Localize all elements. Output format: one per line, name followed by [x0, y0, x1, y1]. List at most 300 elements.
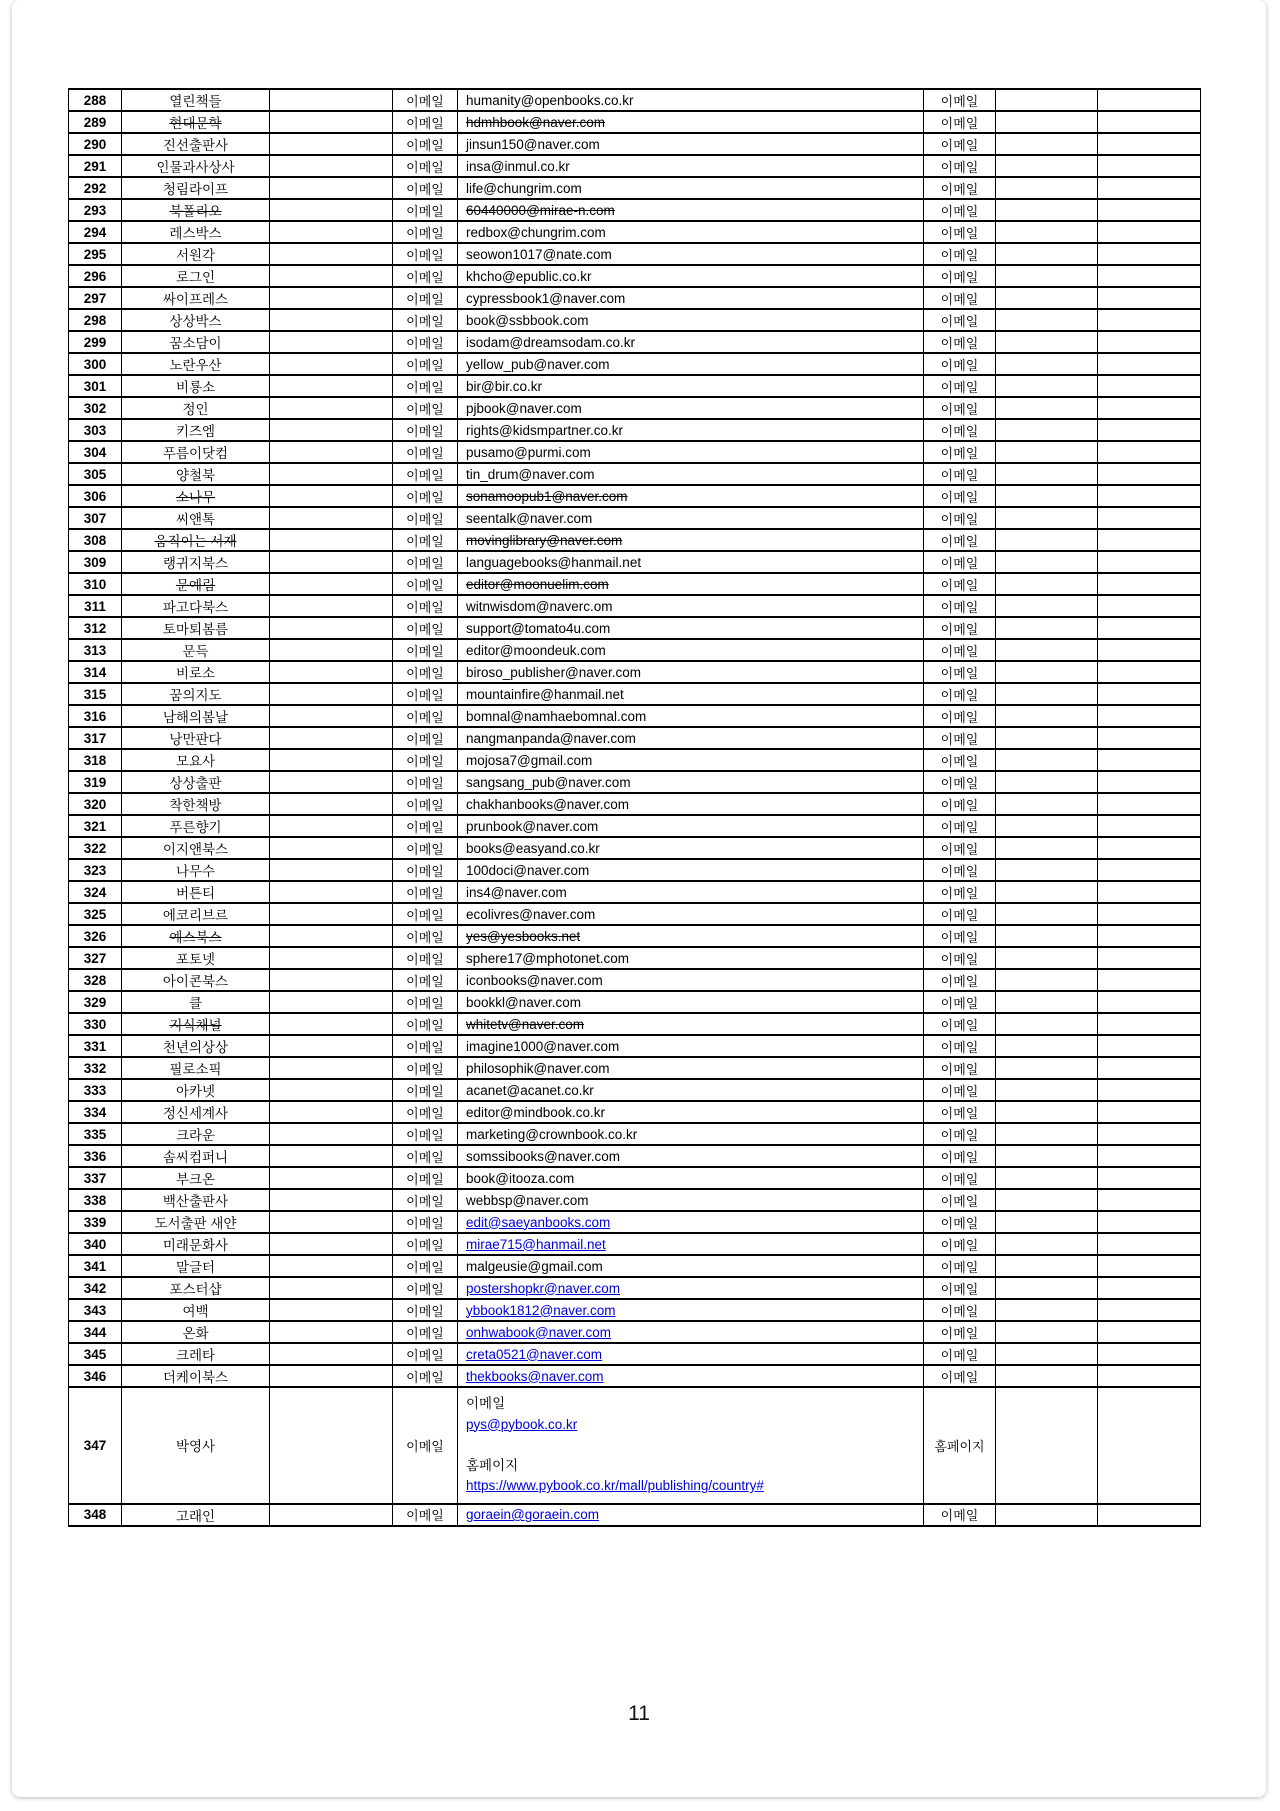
contact-type-label: 이메일	[393, 1299, 458, 1321]
email-text: imagine1000@naver.com	[466, 1038, 620, 1054]
row-number: 293	[69, 199, 122, 221]
empty-cell	[270, 529, 393, 551]
publisher-name: 온화	[122, 1321, 270, 1343]
publisher-name: 말글터	[122, 1255, 270, 1277]
email-text: jinsun150@naver.com	[466, 136, 600, 152]
table-row	[69, 1189, 1201, 1211]
row-number: 334	[69, 1101, 122, 1123]
email-text: rights@kidsmpartner.co.kr	[466, 422, 624, 438]
email-cell	[458, 1145, 924, 1167]
contact-type-label-2: 이메일	[924, 551, 996, 573]
empty-cell	[996, 925, 1098, 947]
contact-type-label-2: 이메일	[924, 969, 996, 991]
publisher-name: 클	[122, 991, 270, 1013]
contact-type-label: 이메일	[393, 309, 458, 331]
empty-cell	[996, 837, 1098, 859]
empty-cell	[996, 397, 1098, 419]
empty-cell	[996, 309, 1098, 331]
empty-cell	[996, 1013, 1098, 1035]
publisher-name: 인물과사상사	[122, 155, 270, 177]
empty-cell	[270, 859, 393, 881]
row-number: 317	[69, 727, 122, 749]
email-text: mountainfire@hanmail.net	[466, 686, 624, 702]
contact-type-label: 이메일	[393, 221, 458, 243]
table-row	[69, 903, 1201, 925]
empty-cell	[996, 1101, 1098, 1123]
table-row	[69, 991, 1201, 1013]
email-cell	[458, 89, 924, 111]
email-cell	[458, 441, 924, 463]
empty-cell	[270, 1211, 393, 1233]
empty-cell	[996, 1189, 1098, 1211]
empty-cell	[270, 1145, 393, 1167]
empty-cell	[1098, 111, 1201, 133]
email-text: redbox@chungrim.com	[466, 224, 606, 240]
empty-cell	[996, 155, 1098, 177]
empty-cell	[270, 243, 393, 265]
empty-cell	[996, 1233, 1098, 1255]
empty-cell	[1098, 89, 1201, 111]
contact-type-label-2: 이메일	[924, 111, 996, 133]
row-number: 303	[69, 419, 122, 441]
contact-type-label: 이메일	[393, 155, 458, 177]
table-row	[69, 837, 1201, 859]
email-link[interactable]: onhwabook@naver.com	[466, 1324, 612, 1340]
publisher-name: 아카넷	[122, 1079, 270, 1101]
email-cell	[458, 1035, 924, 1057]
empty-cell	[1098, 1343, 1201, 1365]
email-text: pjbook@naver.com	[466, 400, 582, 416]
empty-cell	[996, 1035, 1098, 1057]
table-row	[69, 177, 1201, 199]
row-number: 327	[69, 947, 122, 969]
contact-type-label-2: 이메일	[924, 133, 996, 155]
row-number: 295	[69, 243, 122, 265]
row-number: 313	[69, 639, 122, 661]
empty-cell	[996, 375, 1098, 397]
email-cell	[458, 551, 924, 573]
contact-type-label-2: 이메일	[924, 1343, 996, 1365]
publisher-name: 움직이는 서재	[122, 529, 270, 551]
empty-cell	[270, 111, 393, 133]
email-cell	[458, 661, 924, 683]
publisher-name: 서원각	[122, 243, 270, 265]
email-cell	[458, 859, 924, 881]
table-row	[69, 287, 1201, 309]
contact-type-label: 이메일	[393, 265, 458, 287]
empty-cell	[270, 1233, 393, 1255]
publisher-name: 로그인	[122, 265, 270, 287]
contact-type-label: 이메일	[393, 1167, 458, 1189]
row-number: 309	[69, 551, 122, 573]
contact-type-label-2: 이메일	[924, 1211, 996, 1233]
email-cell	[458, 881, 924, 903]
empty-cell	[996, 551, 1098, 573]
email-cell	[458, 1079, 924, 1101]
email-text: 60440000@mirae-n.com	[466, 202, 615, 218]
contact-type-label: 이메일	[393, 749, 458, 771]
table-row	[69, 595, 1201, 617]
table-row	[69, 221, 1201, 243]
empty-cell	[270, 947, 393, 969]
email-link[interactable]: goraein@goraein.com	[466, 1507, 600, 1522]
publisher-name: 부크온	[122, 1167, 270, 1189]
row-number: 332	[69, 1057, 122, 1079]
empty-cell	[996, 485, 1098, 507]
email-cell	[458, 375, 924, 397]
contact-type-label-2: 이메일	[924, 683, 996, 705]
row-number: 338	[69, 1189, 122, 1211]
empty-cell	[270, 991, 393, 1013]
email-text: ins4@naver.com	[466, 884, 567, 900]
contact-type-label: 이메일	[393, 815, 458, 837]
empty-cell	[996, 903, 1098, 925]
row-number: 343	[69, 1299, 122, 1321]
row-number: 339	[69, 1211, 122, 1233]
row-number: 318	[69, 749, 122, 771]
contact-type-label-2: 이메일	[924, 419, 996, 441]
email-text: languagebooks@hanmail.net	[466, 554, 642, 570]
email-link[interactable]: ybbook1812@naver.com	[466, 1302, 616, 1318]
publisher-name: 양철북	[122, 463, 270, 485]
contact-type-label: 이메일	[393, 1277, 458, 1299]
row-number: 301	[69, 375, 122, 397]
email-cell	[458, 1057, 924, 1079]
empty-cell	[996, 199, 1098, 221]
empty-cell	[270, 815, 393, 837]
email-link[interactable]: thekbooks@naver.com	[466, 1368, 604, 1384]
table-row	[69, 771, 1201, 793]
empty-cell	[270, 89, 393, 111]
contact-type-label-2: 이메일	[924, 617, 996, 639]
contact-type-label: 이메일	[393, 705, 458, 727]
contact-type-label: 이메일	[393, 1504, 458, 1526]
publisher-name: 꿈소담이	[122, 331, 270, 353]
empty-cell	[1098, 353, 1201, 375]
row-number: 297	[69, 287, 122, 309]
table-row	[69, 1013, 1201, 1035]
empty-cell	[996, 1123, 1098, 1145]
empty-cell	[1098, 221, 1201, 243]
empty-cell	[270, 397, 393, 419]
table-row	[69, 1321, 1201, 1343]
empty-cell	[1098, 837, 1201, 859]
empty-cell	[270, 1079, 393, 1101]
publisher-name: 청림라이프	[122, 177, 270, 199]
empty-cell	[996, 1504, 1098, 1526]
empty-cell	[1098, 749, 1201, 771]
email-text: webbsp@naver.com	[466, 1192, 589, 1208]
contact-type-label: 이메일	[393, 683, 458, 705]
empty-cell	[1098, 859, 1201, 881]
table-row	[69, 925, 1201, 947]
email-cell	[458, 705, 924, 727]
email-text: witnwisdom@naverc.om	[466, 598, 613, 614]
row-number: 336	[69, 1145, 122, 1167]
table-row	[69, 397, 1201, 419]
contact-type-label-2: 이메일	[924, 529, 996, 551]
email-cell	[458, 265, 924, 287]
row-number: 298	[69, 309, 122, 331]
contact-type-label: 이메일	[393, 199, 458, 221]
contact-type-label: 이메일	[393, 1013, 458, 1035]
row-number: 302	[69, 397, 122, 419]
table-row	[69, 1057, 1201, 1079]
contact-type-label: 이메일	[393, 881, 458, 903]
email-text: cypressbook1@naver.com	[466, 290, 626, 306]
row-number: 329	[69, 991, 122, 1013]
contact-type-label-2: 이메일	[924, 1299, 996, 1321]
empty-cell	[270, 463, 393, 485]
contact-type-label: 이메일	[393, 727, 458, 749]
contact-type-label-2: 이메일	[924, 265, 996, 287]
table-row	[69, 1255, 1201, 1277]
publisher-name: 여백	[122, 1299, 270, 1321]
empty-cell	[1098, 661, 1201, 683]
table-row	[69, 1211, 1201, 1233]
contact-type-label-2: 이메일	[924, 1321, 996, 1343]
email-cell	[458, 1343, 924, 1365]
row-number: 323	[69, 859, 122, 881]
contact-type-label-2: 이메일	[924, 1189, 996, 1211]
contact-type-label-2: 이메일	[924, 1145, 996, 1167]
empty-cell	[270, 1189, 393, 1211]
empty-cell	[270, 595, 393, 617]
publisher-name: 포스터샵	[122, 1277, 270, 1299]
contact-type-label: 이메일	[393, 1145, 458, 1167]
empty-cell	[996, 617, 1098, 639]
publisher-name: 착한책방	[122, 793, 270, 815]
email-text: humanity@openbooks.co.kr	[466, 92, 634, 108]
table-row	[69, 1365, 1201, 1387]
empty-cell	[1098, 1504, 1201, 1526]
empty-cell	[270, 265, 393, 287]
email-cell	[458, 991, 924, 1013]
empty-cell	[996, 463, 1098, 485]
row-number: 325	[69, 903, 122, 925]
contact-type-label-2: 이메일	[924, 705, 996, 727]
contact-type-label-2: 이메일	[924, 155, 996, 177]
email-text: seentalk@naver.com	[466, 510, 593, 526]
email-cell	[458, 1123, 924, 1145]
empty-cell	[270, 881, 393, 903]
row-number: 319	[69, 771, 122, 793]
contact-type-label: 이메일	[393, 507, 458, 529]
empty-cell	[1098, 551, 1201, 573]
email-cell	[458, 1189, 924, 1211]
table-row	[69, 551, 1201, 573]
email-link[interactable]: creta0521@naver.com	[466, 1346, 603, 1362]
email-link[interactable]: edit@saeyanbooks.com	[466, 1214, 611, 1230]
table-row	[69, 727, 1201, 749]
empty-cell	[996, 793, 1098, 815]
email-cell	[458, 463, 924, 485]
empty-cell	[270, 375, 393, 397]
empty-cell	[996, 133, 1098, 155]
contact-type-label-2: 이메일	[924, 1079, 996, 1101]
contact-type-label: 이메일	[393, 1387, 458, 1504]
email-link[interactable]: postershopkr@naver.com	[466, 1280, 621, 1296]
contact-type-label: 이메일	[393, 353, 458, 375]
contact-type-label-2: 이메일	[924, 1035, 996, 1057]
row-number: 340	[69, 1233, 122, 1255]
email-cell	[458, 309, 924, 331]
empty-cell	[270, 1277, 393, 1299]
table-row	[69, 309, 1201, 331]
empty-cell	[996, 595, 1098, 617]
row-number: 345	[69, 1343, 122, 1365]
publisher-name: 포토넷	[122, 947, 270, 969]
contact-type-label: 이메일	[393, 925, 458, 947]
contact-type-label: 이메일	[393, 1079, 458, 1101]
empty-cell	[270, 1321, 393, 1343]
row-number: 316	[69, 705, 122, 727]
contact-type-label-2: 이메일	[924, 507, 996, 529]
empty-cell	[1098, 331, 1201, 353]
empty-cell	[1098, 1013, 1201, 1035]
empty-cell	[270, 177, 393, 199]
email-cell	[458, 793, 924, 815]
document-page	[12, 0, 1266, 1797]
empty-cell	[996, 749, 1098, 771]
publisher-name: 도서출판 새얀	[122, 1211, 270, 1233]
empty-cell	[1098, 1321, 1201, 1343]
row-number: 333	[69, 1079, 122, 1101]
empty-cell	[1098, 815, 1201, 837]
email-text: books@easyand.co.kr	[466, 840, 600, 856]
email-cell	[458, 397, 924, 419]
empty-cell	[270, 1013, 393, 1035]
contact-type-label: 이메일	[393, 177, 458, 199]
publisher-name: 천년의상상	[122, 1035, 270, 1057]
empty-cell	[996, 419, 1098, 441]
empty-cell	[996, 265, 1098, 287]
contact-type-label: 이메일	[393, 1101, 458, 1123]
contact-type-label: 이메일	[393, 89, 458, 111]
publisher-name: 크라운	[122, 1123, 270, 1145]
empty-cell	[270, 771, 393, 793]
empty-cell	[996, 1321, 1098, 1343]
publisher-name: 나무수	[122, 859, 270, 881]
publisher-name: 꿈의지도	[122, 683, 270, 705]
publisher-name: 필로소픽	[122, 1057, 270, 1079]
row-number: 304	[69, 441, 122, 463]
empty-cell	[270, 661, 393, 683]
email-text: bir@bir.co.kr	[466, 378, 542, 394]
contact-type-label-2: 이메일	[924, 463, 996, 485]
email-cell	[458, 353, 924, 375]
contact-type-label: 이메일	[393, 947, 458, 969]
table-row	[69, 353, 1201, 375]
publisher-name: 키즈엠	[122, 419, 270, 441]
email-link[interactable]: mirae715@hanmail.net	[466, 1236, 606, 1252]
table-row	[69, 375, 1201, 397]
table-row	[69, 1504, 1201, 1526]
email-cell	[458, 1299, 924, 1321]
table-row	[69, 749, 1201, 771]
empty-cell	[1098, 595, 1201, 617]
email-text: bomnal@namhaebomnal.com	[466, 708, 647, 724]
email-text: yellow_pub@naver.com	[466, 356, 610, 372]
table-row	[69, 89, 1201, 111]
publisher-name: 열린책들	[122, 89, 270, 111]
publisher-name: 진선출판사	[122, 133, 270, 155]
empty-cell	[270, 133, 393, 155]
row-number: 291	[69, 155, 122, 177]
email-cell	[458, 155, 924, 177]
contact-type-label: 이메일	[393, 639, 458, 661]
row-number: 328	[69, 969, 122, 991]
email-cell	[458, 1101, 924, 1123]
empty-cell	[270, 287, 393, 309]
empty-cell	[270, 1035, 393, 1057]
empty-cell	[270, 1365, 393, 1387]
contact-type-label: 이메일	[393, 243, 458, 265]
row-number: 292	[69, 177, 122, 199]
email-text: insa@inmul.co.kr	[466, 158, 570, 174]
email-link[interactable]: https://www.pybook.co.kr/mall/publishing/country#	[466, 1478, 764, 1493]
email-text: 100doci@naver.com	[466, 862, 590, 878]
email-cell	[458, 419, 924, 441]
email-cell	[458, 177, 924, 199]
empty-cell	[270, 683, 393, 705]
publisher-name: 버튼티	[122, 881, 270, 903]
publisher-name: 비룡소	[122, 375, 270, 397]
table-row	[69, 683, 1201, 705]
table-row	[69, 111, 1201, 133]
table-row	[69, 573, 1201, 595]
email-text: book@ssbbook.com	[466, 312, 589, 328]
empty-cell	[270, 155, 393, 177]
row-number: 289	[69, 111, 122, 133]
table-row	[69, 1343, 1201, 1365]
contact-type-label-2: 이메일	[924, 1365, 996, 1387]
contact-type-label: 이메일	[393, 661, 458, 683]
row-number: 321	[69, 815, 122, 837]
contact-type-label-2: 이메일	[924, 639, 996, 661]
email-text: nangmanpanda@naver.com	[466, 730, 636, 746]
empty-cell	[1098, 1189, 1201, 1211]
email-link[interactable]: pys@pybook.co.kr	[466, 1416, 578, 1432]
row-number: 310	[69, 573, 122, 595]
table-row	[69, 661, 1201, 683]
contact-type-label-2: 이메일	[924, 485, 996, 507]
contact-type-label-2: 이메일	[924, 881, 996, 903]
email-cell	[458, 1365, 924, 1387]
email-text: khcho@epublic.co.kr	[466, 268, 592, 284]
contact-type-label: 이메일	[393, 837, 458, 859]
publisher-name: 현대문학	[122, 111, 270, 133]
email-cell	[458, 683, 924, 705]
empty-cell	[1098, 683, 1201, 705]
email-text: editor@mindbook.co.kr	[466, 1104, 606, 1120]
table-row	[69, 199, 1201, 221]
publisher-name: 푸름이닷컴	[122, 441, 270, 463]
email-text: malgeusie@gmail.com	[466, 1258, 603, 1274]
email-cell	[458, 1233, 924, 1255]
email-text: book@itooza.com	[466, 1170, 575, 1186]
contact-type-label: 이메일	[393, 111, 458, 133]
empty-cell	[996, 243, 1098, 265]
empty-cell	[996, 1387, 1098, 1504]
email-cell	[458, 771, 924, 793]
empty-cell	[996, 1167, 1098, 1189]
empty-cell	[996, 771, 1098, 793]
email-cell	[458, 485, 924, 507]
empty-cell	[1098, 1387, 1201, 1504]
table-row	[69, 1035, 1201, 1057]
row-number: 311	[69, 595, 122, 617]
